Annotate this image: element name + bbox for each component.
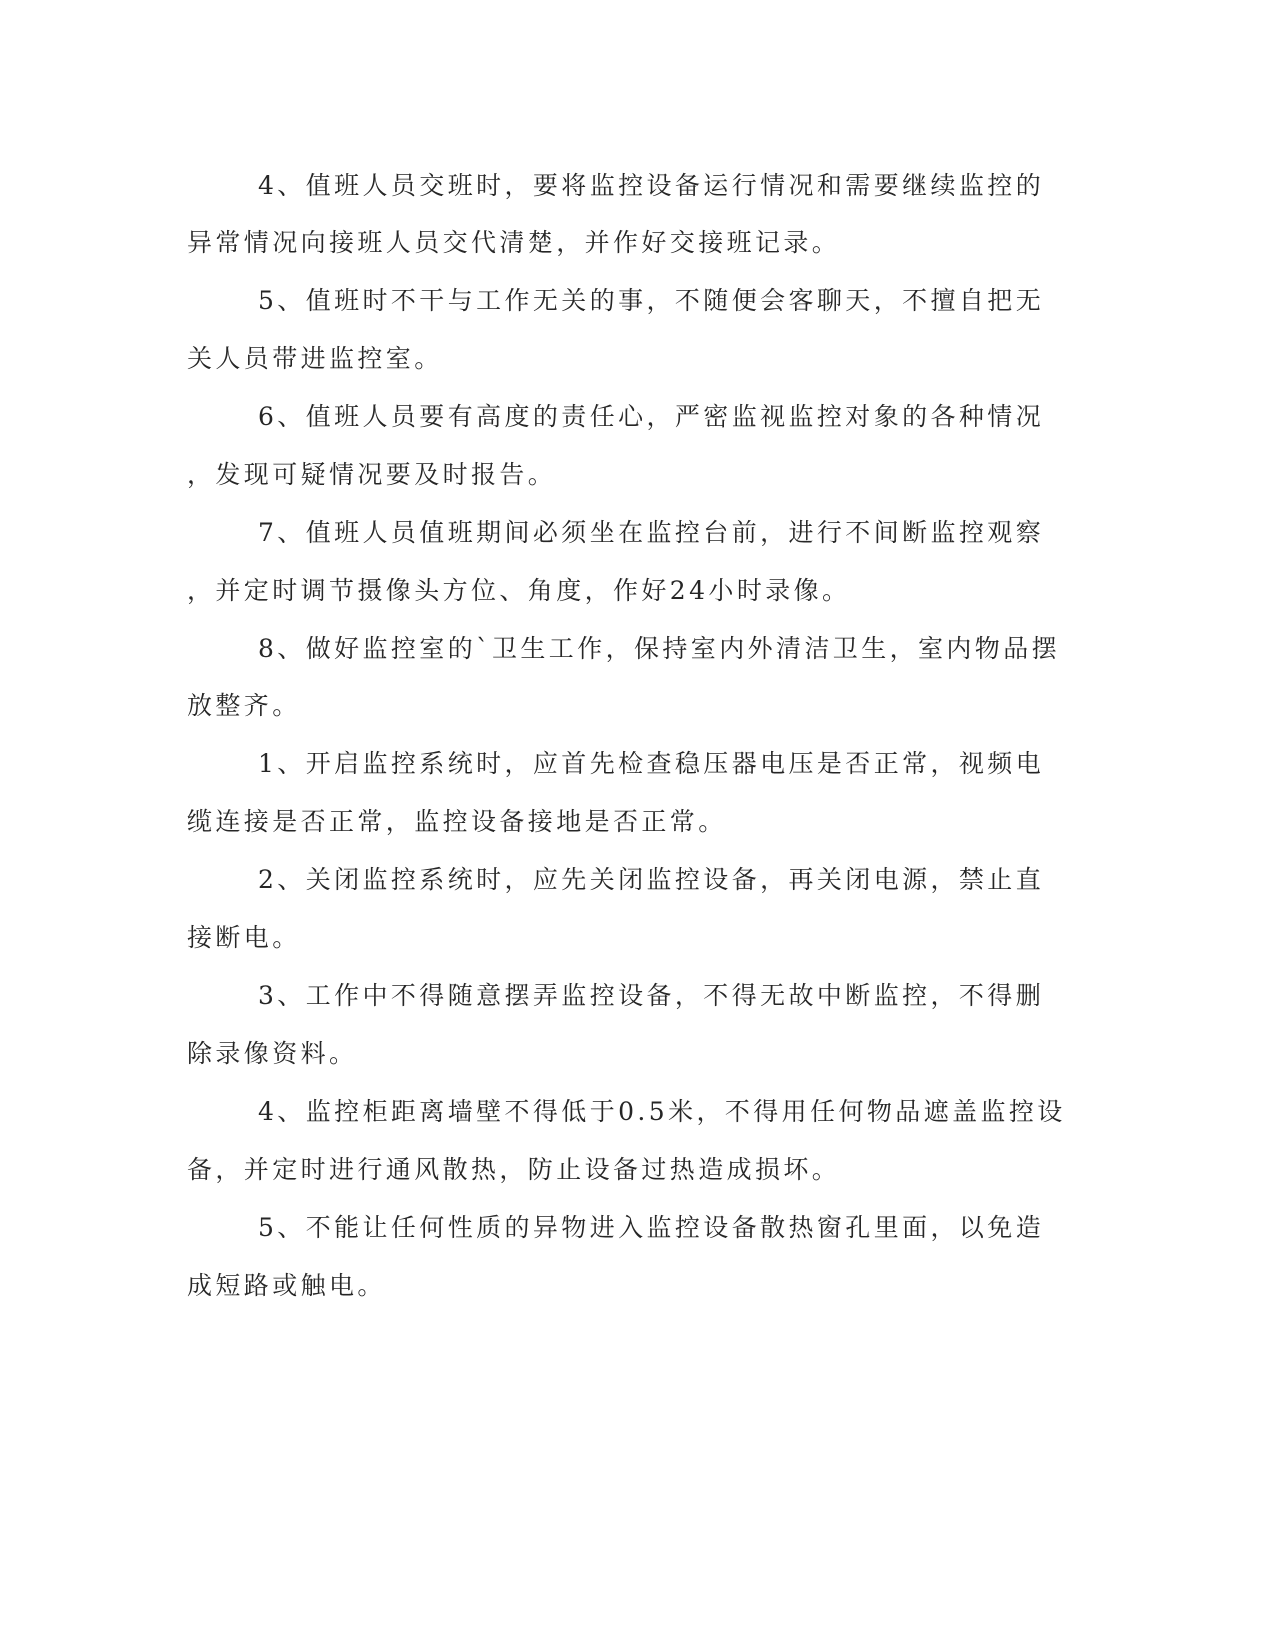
paragraph-4-cabinet-ventilation-line-1: 4、监控柜距离墙壁不得低于0.5米，不得用任何物品遮盖监控设: [258, 1097, 1066, 1126]
paragraph-8-hygiene-line-1: 8、做好监控室的`卫生工作，保持室内外清洁卫生，室内物品摆: [258, 634, 1061, 663]
paragraph-5-foreign-objects-line-2: 成短路或触电。: [187, 1271, 386, 1300]
paragraph-7-continuous-monitoring-line-1: 7、值班人员值班期间必须坐在监控台前，进行不间断监控观察: [258, 518, 1045, 547]
paragraph-7-continuous-monitoring-line-2: ，并定时调节摄像头方位、角度，作好24小时录像。: [187, 576, 851, 605]
paragraph-4-duty-handover-line-1: 4、值班人员交班时，要将监控设备运行情况和需要继续监控的: [258, 171, 1045, 200]
paragraph-2-system-shutdown-line-1: 2、关闭监控系统时，应先关闭监控设备，再关闭电源，禁止直: [258, 865, 1045, 894]
paragraph-1-system-startup-line-1: 1、开启监控系统时，应首先检查稳压器电压是否正常，视频电: [258, 749, 1045, 778]
paragraph-6-responsibility-line-2: ，发现可疑情况要及时报告。: [187, 460, 557, 489]
paragraph-5-duty-conduct-line-2: 关人员带进监控室。: [187, 344, 443, 373]
paragraph-3-operation-rules-line-1: 3、工作中不得随意摆弄监控设备，不得无故中断监控，不得删: [258, 981, 1045, 1010]
paragraph-5-duty-conduct-line-1: 5、值班时不干与工作无关的事，不随便会客聊天，不擅自把无: [258, 286, 1045, 315]
paragraph-1-system-startup-line-2: 缆连接是否正常，监控设备接地是否正常。: [187, 807, 727, 836]
paragraph-4-cabinet-ventilation-line-2: 备，并定时进行通风散热，防止设备过热造成损坏。: [187, 1155, 841, 1184]
paragraph-3-operation-rules-line-2: 除录像资料。: [187, 1039, 358, 1068]
paragraph-8-hygiene-line-2: 放整齐。: [187, 691, 301, 720]
paragraph-6-responsibility-line-1: 6、值班人员要有高度的责任心，严密监视监控对象的各种情况: [258, 402, 1045, 431]
paragraph-2-system-shutdown-line-2: 接断电。: [187, 923, 301, 952]
paragraph-5-foreign-objects-line-1: 5、不能让任何性质的异物进入监控设备散热窗孔里面，以免造: [258, 1213, 1045, 1242]
paragraph-4-duty-handover-line-2: 异常情况向接班人员交代清楚，并作好交接班记录。: [187, 228, 841, 257]
